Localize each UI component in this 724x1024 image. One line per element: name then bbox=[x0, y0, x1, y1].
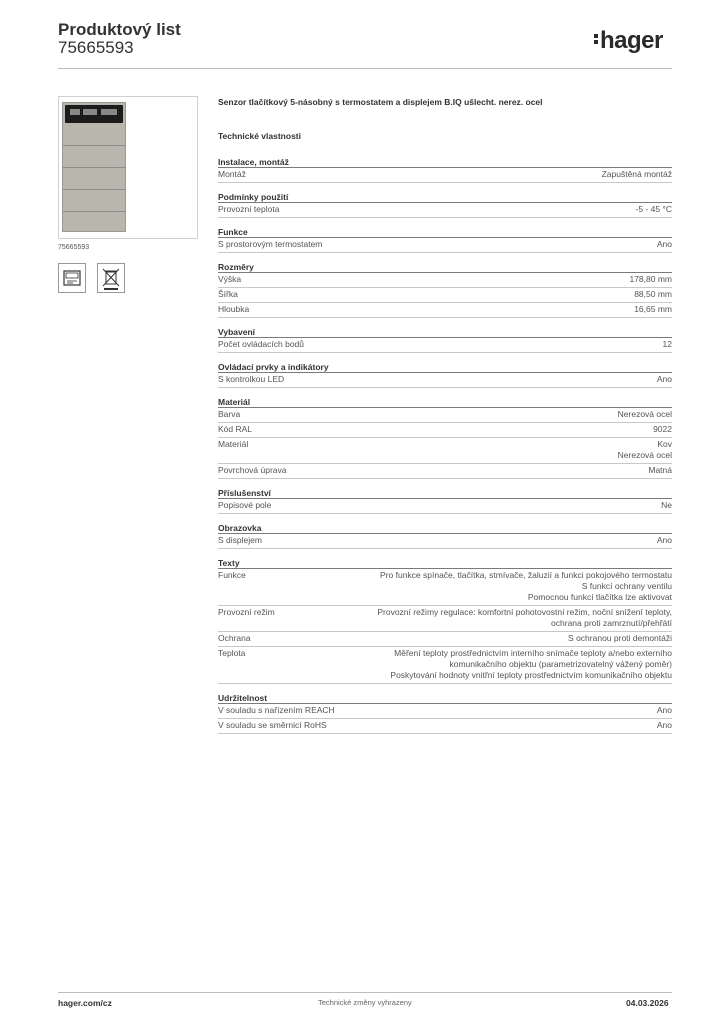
spec-value-line: Kov bbox=[657, 439, 672, 449]
spec-section bbox=[218, 488, 672, 514]
header-divider bbox=[58, 68, 672, 69]
spec-label: Hloubka bbox=[218, 304, 250, 314]
spec-value bbox=[338, 204, 672, 215]
spec-value-line: 178,80 mm bbox=[629, 274, 672, 284]
spec-value bbox=[338, 633, 672, 644]
spec-label: S kontrolkou LED bbox=[218, 374, 285, 384]
spec-value-line: Pomocnou funkcí tlačítka lze aktivovat bbox=[527, 592, 672, 602]
spec-value bbox=[338, 339, 672, 350]
spec-row bbox=[218, 569, 672, 606]
spec-label: Barva bbox=[218, 409, 241, 419]
spec-label: Popisové pole bbox=[218, 500, 272, 510]
product-image bbox=[62, 102, 126, 232]
spec-section bbox=[218, 327, 672, 353]
spec-label: V souladu se směrnicí RoHS bbox=[218, 720, 327, 730]
spec-value-line: Ne bbox=[661, 500, 672, 510]
spec-section-title: Ovládací prvky a indikátory bbox=[218, 362, 672, 373]
spec-value bbox=[338, 409, 672, 420]
spec-label: Počet ovládacích bodů bbox=[218, 339, 305, 349]
spec-section bbox=[218, 262, 672, 318]
spec-value-line: Nerezová ocel bbox=[617, 409, 672, 419]
spec-value bbox=[338, 705, 672, 716]
spec-label: Teplota bbox=[218, 648, 246, 658]
spec-value-line: Ano bbox=[656, 535, 672, 545]
footer-website: hager.com/cz bbox=[58, 998, 112, 1008]
spec-value bbox=[338, 500, 672, 511]
spec-section bbox=[218, 157, 672, 183]
spec-value-line: 9022 bbox=[653, 424, 672, 434]
spec-row bbox=[218, 704, 672, 719]
spec-row bbox=[218, 203, 672, 218]
spec-section bbox=[218, 192, 672, 218]
spec-value-line: Poskytování hodnoty vnitřní teploty prostřednictvím komunikačního objektu bbox=[390, 670, 672, 680]
spec-row bbox=[218, 606, 672, 632]
spec-value-line: ochrana proti zamrznutí/přehřátí bbox=[551, 618, 672, 628]
spec-section-title: Rozměry bbox=[218, 262, 672, 273]
spec-section bbox=[218, 227, 672, 253]
spec-value-line: S ochranou proti demontáži bbox=[568, 633, 672, 643]
logo-dots-icon bbox=[594, 32, 598, 46]
spec-row bbox=[218, 338, 672, 353]
spec-section-title: Instalace, montáž bbox=[218, 157, 672, 168]
spec-section-title: Materiál bbox=[218, 397, 672, 408]
logo-text: hager bbox=[600, 27, 663, 54]
weee-crossed-bin-icon bbox=[97, 263, 125, 293]
spec-row bbox=[218, 499, 672, 514]
spec-value bbox=[338, 169, 672, 180]
spec-value bbox=[338, 465, 672, 476]
hager-logo bbox=[594, 27, 663, 55]
spec-row bbox=[218, 168, 672, 183]
spec-section bbox=[218, 523, 672, 549]
footer-disclaimer: Technické změny vyhrazeny bbox=[318, 998, 412, 1007]
spec-row bbox=[218, 373, 672, 388]
spec-value bbox=[338, 424, 672, 435]
spec-value-line: Měření teploty prostřednictvím interního snímače teploty a/nebo externího bbox=[394, 648, 672, 658]
spec-value-line: Provozní režimy regulace: komfortní pohotovostní režim, noční snížení teploty, bbox=[377, 607, 672, 617]
spec-section-title: Podmínky použití bbox=[218, 192, 672, 203]
spec-row bbox=[218, 238, 672, 253]
spec-section-title: Obrazovka bbox=[218, 523, 672, 534]
spec-row bbox=[218, 632, 672, 647]
spec-row bbox=[218, 438, 672, 464]
spec-label: Provozní teplota bbox=[218, 204, 280, 214]
spec-value-line: 12 bbox=[662, 339, 672, 349]
spec-value bbox=[338, 439, 672, 461]
spec-value-line: Zapuštěná montáž bbox=[601, 169, 672, 179]
spec-label: S prostorovým termostatem bbox=[218, 239, 323, 249]
spec-value bbox=[338, 720, 672, 731]
spec-row bbox=[218, 423, 672, 438]
spec-label: Materiál bbox=[218, 439, 249, 449]
spec-value-line: Pro funkce spínače, tlačítka, stmívače, žaluzií a funkci pokojového termostatu bbox=[380, 570, 672, 580]
spec-value-line: -5 - 45 °C bbox=[635, 204, 672, 214]
spec-section-title: Texty bbox=[218, 558, 672, 569]
technical-properties-title: Technické vlastnosti bbox=[218, 131, 301, 141]
spec-row bbox=[218, 647, 672, 684]
spec-value bbox=[338, 239, 672, 250]
spec-label: V souladu s nařízením REACH bbox=[218, 705, 335, 715]
footer-divider bbox=[58, 992, 672, 993]
spec-value bbox=[338, 374, 672, 385]
page-title: Produktový list bbox=[58, 20, 181, 39]
pictogram-display-icon bbox=[58, 263, 86, 293]
spec-value-line: Ano bbox=[656, 720, 672, 730]
spec-value bbox=[338, 535, 672, 546]
spec-row bbox=[218, 464, 672, 479]
spec-row bbox=[218, 288, 672, 303]
spec-section bbox=[218, 397, 672, 479]
image-caption: 75665593 bbox=[58, 244, 90, 251]
product-name: Senzor tlačítkový 5-násobný s termostatem a displejem B.IQ ušlecht. nerez. ocel bbox=[218, 97, 543, 107]
spec-section-title: Vybavení bbox=[218, 327, 672, 338]
spec-value-line: 16,65 mm bbox=[634, 304, 672, 314]
spec-value-line: Ano bbox=[656, 705, 672, 715]
spec-value bbox=[338, 648, 672, 681]
spec-row bbox=[218, 273, 672, 288]
spec-section bbox=[218, 362, 672, 388]
spec-row bbox=[218, 303, 672, 318]
footer-date: 04.03.2026 bbox=[626, 998, 669, 1008]
spec-value-line: S funkcí ochrany ventilu bbox=[581, 581, 672, 591]
spec-section bbox=[218, 558, 672, 684]
spec-label: Povrchová úprava bbox=[218, 465, 287, 475]
spec-label: S displejem bbox=[218, 535, 262, 545]
spec-row bbox=[218, 719, 672, 734]
spec-value-line: Ano bbox=[656, 239, 672, 249]
device-display bbox=[65, 105, 123, 123]
spec-value bbox=[338, 289, 672, 300]
spec-section-title: Příslušenství bbox=[218, 488, 672, 499]
spec-value-line: Ano bbox=[656, 374, 672, 384]
spec-label: Kód RAL bbox=[218, 424, 253, 434]
spec-value bbox=[338, 274, 672, 285]
spec-value bbox=[338, 607, 672, 629]
spec-label: Šířka bbox=[218, 289, 238, 299]
spec-label: Provozní režim bbox=[218, 607, 275, 617]
spec-row bbox=[218, 408, 672, 423]
spec-value bbox=[338, 570, 672, 603]
spec-label: Ochrana bbox=[218, 633, 251, 643]
spec-value-line: komunikačního objektu (parametrizovatelný vážený poměr) bbox=[449, 659, 672, 669]
spec-value-line: Nerezová ocel bbox=[617, 450, 672, 460]
spec-section-title: Funkce bbox=[218, 227, 672, 238]
product-code: 75665593 bbox=[58, 38, 134, 57]
spec-value bbox=[338, 304, 672, 315]
spec-value-line: 88,50 mm bbox=[634, 289, 672, 299]
spec-row bbox=[218, 534, 672, 549]
spec-label: Funkce bbox=[218, 570, 246, 580]
spec-value-line: Matná bbox=[648, 465, 672, 475]
specification-table bbox=[218, 157, 672, 743]
spec-label: Montáž bbox=[218, 169, 246, 179]
spec-label: Výška bbox=[218, 274, 242, 284]
spec-section-title: Udržitelnost bbox=[218, 693, 672, 704]
spec-section bbox=[218, 693, 672, 734]
